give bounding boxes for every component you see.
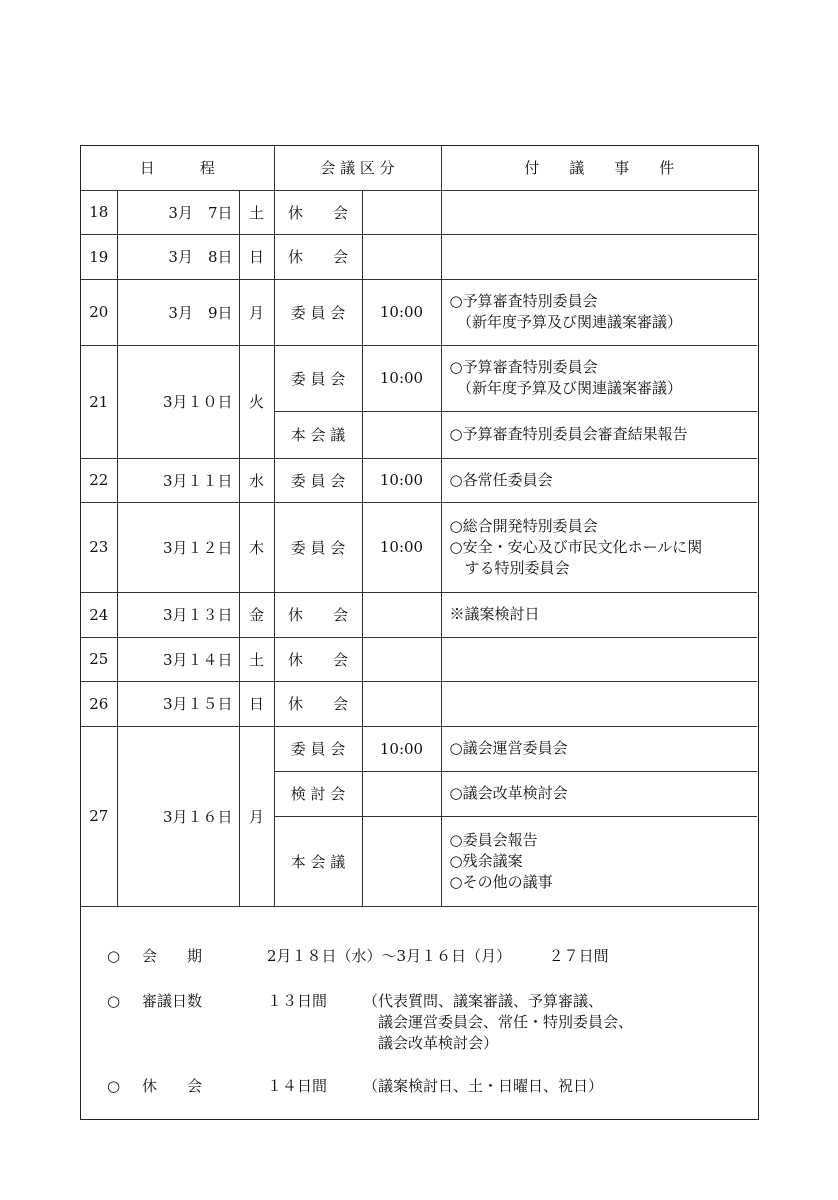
meeting-type: 本 会 議 bbox=[274, 411, 362, 458]
date-cell: 3月 9日 bbox=[117, 279, 239, 345]
schedule-table bbox=[81, 146, 757, 907]
table-row bbox=[81, 190, 757, 234]
table-row bbox=[81, 502, 757, 592]
meeting-type: 委 員 会 bbox=[274, 345, 362, 411]
agenda-items bbox=[441, 190, 757, 234]
weekday-cell: 月 bbox=[239, 279, 274, 345]
table-row bbox=[81, 681, 757, 726]
agenda-line: ※議案検討日 bbox=[449, 605, 540, 623]
agenda-line: ○予算審査特別委員会 bbox=[449, 358, 598, 376]
start-time bbox=[362, 771, 441, 816]
day-number: 26 bbox=[81, 681, 117, 726]
header-meeting-type: 会 議 区 分 bbox=[274, 146, 441, 190]
date-cell: 3月１６日 bbox=[117, 726, 239, 906]
meeting-type: 休 会 bbox=[274, 592, 362, 637]
start-time bbox=[362, 816, 441, 906]
date-cell: 3月１１日 bbox=[117, 458, 239, 502]
weekday-cell: 水 bbox=[239, 458, 274, 502]
table-row bbox=[81, 592, 757, 637]
meeting-type: 検 討 会 bbox=[274, 771, 362, 816]
summary-detail-line: （議案検討日、土・日曜日、祝日） bbox=[363, 1077, 604, 1095]
day-number: 23 bbox=[81, 502, 117, 592]
day-number: 27 bbox=[81, 726, 117, 906]
agenda-line: ○安全・安心及び市民文化ホールに関 bbox=[449, 537, 703, 556]
summary-label: 休 会 bbox=[142, 1077, 203, 1095]
meeting-type: 休 会 bbox=[274, 681, 362, 726]
date-cell: 3月１２日 bbox=[117, 502, 239, 592]
weekday-cell: 土 bbox=[239, 637, 274, 681]
summary-label: 会 期 bbox=[142, 947, 203, 965]
date-cell: 3月１３日 bbox=[117, 592, 239, 637]
day-number: 20 bbox=[81, 279, 117, 345]
day-number: 18 bbox=[81, 190, 117, 234]
agenda-items bbox=[441, 411, 757, 458]
start-time bbox=[362, 411, 441, 458]
day-number: 22 bbox=[81, 458, 117, 502]
schedule-frame bbox=[80, 145, 759, 1120]
agenda-items bbox=[441, 592, 757, 637]
start-time bbox=[362, 681, 441, 726]
summary-value: １４日間 bbox=[267, 1077, 328, 1095]
meeting-type: 委 員 会 bbox=[274, 279, 362, 345]
day-number: 19 bbox=[81, 234, 117, 279]
date-cell: 3月１４日 bbox=[117, 637, 239, 681]
agenda-items bbox=[441, 637, 757, 681]
agenda-items bbox=[441, 458, 757, 502]
agenda-line: ○各常任委員会 bbox=[449, 470, 553, 489]
date-cell: 3月 8日 bbox=[117, 234, 239, 279]
agenda-line: する特別委員会 bbox=[449, 558, 570, 577]
summary-line bbox=[107, 991, 747, 1061]
summary-line bbox=[107, 1076, 747, 1146]
agenda-items bbox=[441, 726, 757, 771]
table-row bbox=[81, 345, 757, 411]
summary-detail-line: 議会運営委員会、常任・特別委員会、 bbox=[363, 1013, 634, 1031]
meeting-type: 休 会 bbox=[274, 637, 362, 681]
table-row bbox=[81, 234, 757, 279]
agenda-line: ○予算審査特別委員会 bbox=[449, 292, 598, 310]
agenda-items bbox=[441, 771, 757, 816]
day-number: 25 bbox=[81, 637, 117, 681]
weekday-cell: 火 bbox=[239, 345, 274, 458]
agenda-items bbox=[441, 816, 757, 906]
weekday-cell: 日 bbox=[239, 681, 274, 726]
agenda-line: ○委員会報告 bbox=[449, 830, 538, 849]
date-cell: 3月１５日 bbox=[117, 681, 239, 726]
summary-value: １３日間 bbox=[267, 992, 328, 1010]
header-schedule: 日 程 bbox=[81, 146, 274, 190]
summary-label: 審議日数 bbox=[142, 992, 203, 1010]
summary-value: 2月１８日（水）～3月１６日（月） ２７日間 bbox=[267, 947, 609, 965]
table-row bbox=[81, 726, 757, 771]
agenda-line: ○残余議案 bbox=[449, 851, 523, 870]
agenda-items bbox=[441, 345, 757, 411]
start-time bbox=[362, 234, 441, 279]
agenda-line: （新年度予算及び関連議案審議） bbox=[449, 379, 683, 397]
meeting-type: 委 員 会 bbox=[274, 726, 362, 771]
agenda-items bbox=[441, 502, 757, 592]
weekday-cell: 日 bbox=[239, 234, 274, 279]
start-time: 10:00 bbox=[362, 345, 441, 411]
agenda-items bbox=[441, 234, 757, 279]
summary-detail-line: 議会改革検討会） bbox=[363, 1034, 499, 1052]
meeting-type: 委 員 会 bbox=[274, 502, 362, 592]
table-row bbox=[81, 458, 757, 502]
meeting-type: 休 会 bbox=[274, 190, 362, 234]
date-cell: 3月１０日 bbox=[117, 345, 239, 458]
weekday-cell: 土 bbox=[239, 190, 274, 234]
weekday-cell: 木 bbox=[239, 502, 274, 592]
meeting-type: 委 員 会 bbox=[274, 458, 362, 502]
table-row bbox=[81, 637, 757, 681]
start-time: 10:00 bbox=[362, 502, 441, 592]
day-number: 24 bbox=[81, 592, 117, 637]
agenda-line: ○議会運営委員会 bbox=[449, 739, 568, 757]
bullet-mark: ○ bbox=[107, 992, 121, 1010]
agenda-line: （新年度予算及び関連議案審議） bbox=[449, 313, 683, 331]
agenda-line: ○その他の議事 bbox=[449, 872, 553, 891]
summary-detail bbox=[363, 991, 683, 1054]
agenda-line: ○議会改革検討会 bbox=[449, 784, 568, 802]
start-time bbox=[362, 592, 441, 637]
day-number: 21 bbox=[81, 345, 117, 458]
bullet-mark: ○ bbox=[107, 1077, 121, 1095]
date-cell: 3月 7日 bbox=[117, 190, 239, 234]
agenda-items bbox=[441, 279, 757, 345]
start-time bbox=[362, 637, 441, 681]
session-summary bbox=[81, 916, 757, 1119]
summary-detail bbox=[363, 1076, 683, 1097]
bullet-mark: ○ bbox=[107, 947, 121, 965]
summary-detail-line: （代表質問、議案審議、予算審議、 bbox=[363, 992, 604, 1010]
meeting-type: 本 会 議 bbox=[274, 816, 362, 906]
weekday-cell: 月 bbox=[239, 726, 274, 906]
start-time bbox=[362, 190, 441, 234]
meeting-type: 休 会 bbox=[274, 234, 362, 279]
start-time: 10:00 bbox=[362, 458, 441, 502]
agenda-line: ○総合開発特別委員会 bbox=[449, 516, 598, 535]
table-header-row bbox=[81, 146, 757, 190]
start-time: 10:00 bbox=[362, 279, 441, 345]
agenda-items bbox=[441, 681, 757, 726]
table-row bbox=[81, 279, 757, 345]
weekday-cell: 金 bbox=[239, 592, 274, 637]
header-items: 付 議 事 件 bbox=[441, 146, 757, 190]
agenda-line: ○予算審査特別委員会審査結果報告 bbox=[449, 425, 688, 443]
start-time: 10:00 bbox=[362, 726, 441, 771]
